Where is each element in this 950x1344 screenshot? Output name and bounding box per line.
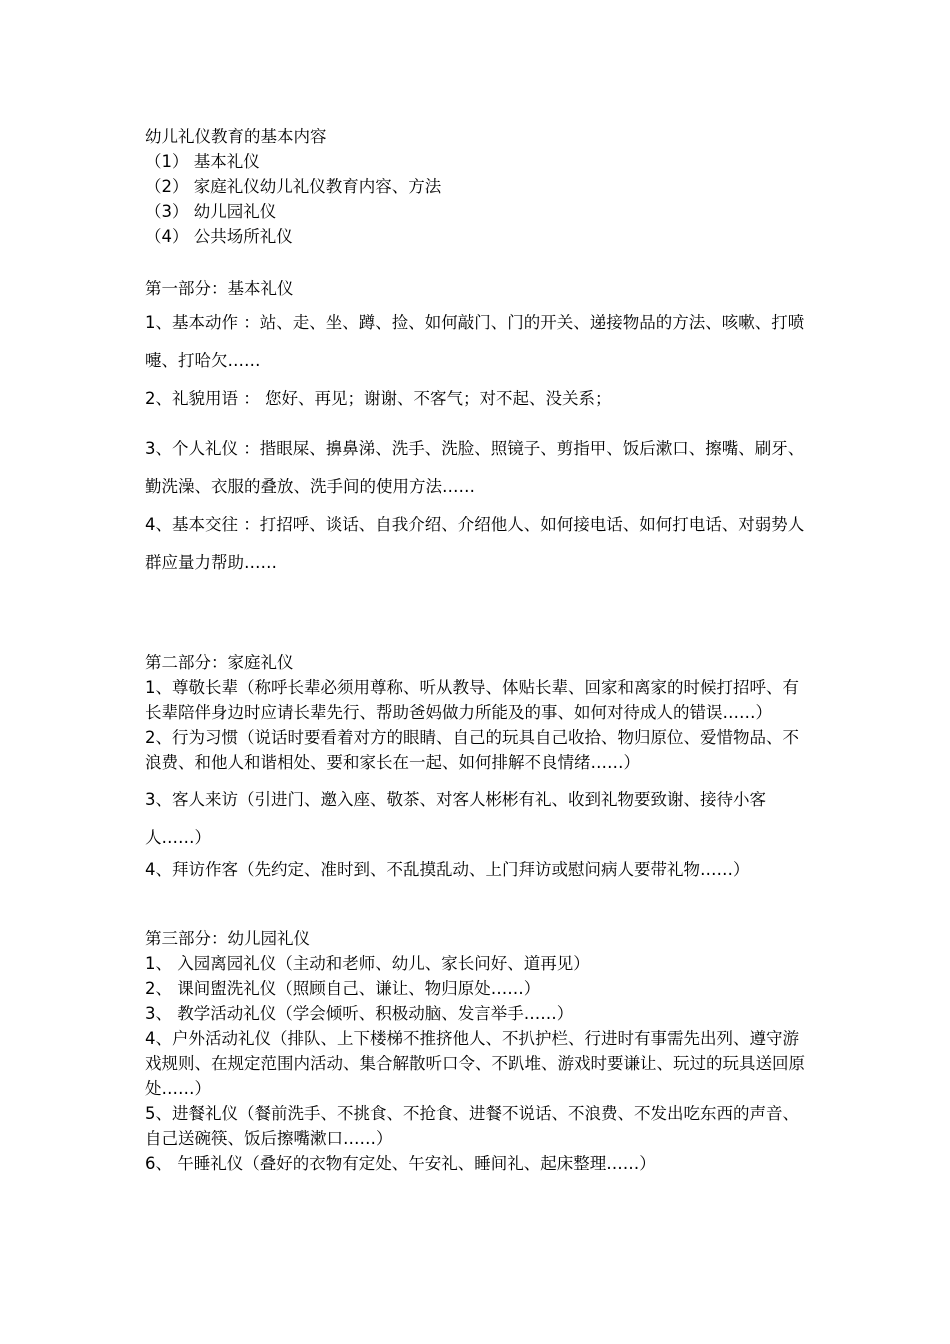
part3-heading: 第三部分：幼儿园礼仪 xyxy=(145,929,310,948)
spacer xyxy=(145,249,815,274)
part2-item-guest-visit: 3、客人来访（引进门、邀入座、敬茶、对客人彬彬有礼、收到礼物要致谢、接待小客人……） xyxy=(145,790,766,847)
part3-item-outdoor: 4、户外活动礼仪（排队、上下楼梯不推挤他人、不扒护栏、行进时有事需先出列、遵守游戏规则、在规定范围内活动、集合解散听口令、不趴堆、游戏时要谦让、玩过的玩具送回原处……） xyxy=(145,1029,805,1098)
intro-item: （1） 基本礼仪 xyxy=(145,152,260,171)
part1-item-basic-actions: 1、基本动作 ：站、走、坐、蹲、捡、如何敲门、门的开关、递接物品的方法、咳嗽、打喷嚏、打哈欠…… xyxy=(145,313,805,370)
part1-item-personal-etiquette: 3、个人礼仪 ：揩眼屎、擤鼻涕、洗手、洗脸、照镜子、剪指甲、饭后漱口、擦嘴、刷牙、勤洗澡、衣服的叠放、洗手间的使用方法…… xyxy=(145,439,805,496)
part3-item-dining: 5、进餐礼仪（餐前洗手、不挑食、不抢食、进餐不说话、不浪费、不发出吃东西的声音、自己送碗筷、饭后擦嘴漱口……） xyxy=(145,1104,799,1148)
part2-item-visiting: 4、拜访作客（先约定、准时到、不乱摸乱动、上门拜访或慰问病人要带礼物……） xyxy=(145,860,750,879)
part2-item-behavior-habits: 2、行为习惯（说话时要看着对方的眼睛、自己的玩具自己收拾、物归原位、爱惜物品、不浪费、和他人和谐相处、要和家长在一起、如何排解不良情绪……） xyxy=(145,728,799,772)
part1-item-basic-interaction: 4、基本交往 ：打招呼、谈话、自我介绍、介绍他人、如何接电话、如何打电话、对弱势人群应量力帮助…… xyxy=(145,515,805,572)
intro-item: （2） 家庭礼仪幼儿礼仪教育内容、方法 xyxy=(145,177,442,196)
part2-item-respect-elders: 1、尊敬长辈（称呼长辈必须用尊称、听从教导、体贴长辈、回家和离家的时候打招呼、有长辈陪伴身边时应请长辈先行、帮助爸妈做力所能及的事、如何对待成人的错误……） xyxy=(145,678,799,722)
intro-item: （3） 幼儿园礼仪 xyxy=(145,202,277,221)
spacer xyxy=(145,418,815,430)
part3-item-teaching: 3、 教学活动礼仪（学会倾听、积极动脑、发言举手……） xyxy=(145,1004,574,1023)
intro-item: （4） 公共场所礼仪 xyxy=(145,227,293,246)
part1-item-polite-words: 2、礼貌用语 ： 您好、再见；谢谢、不客气；对不起、没关系； xyxy=(145,389,612,408)
part2-heading: 第二部分：家庭礼仪 xyxy=(145,653,294,672)
document-body xyxy=(145,124,815,1176)
intro-title: 幼儿礼仪教育的基本内容 xyxy=(145,127,327,146)
part3-item-washing: 2、 课间盥洗礼仪（照顾自己、谦让、物归原处……） xyxy=(145,979,541,998)
part3-item-nap: 6、 午睡礼仪（叠好的衣物有定处、午安礼、睡间礼、起床整理……） xyxy=(145,1154,656,1173)
spacer xyxy=(145,882,815,926)
part3-item-arrival-departure: 1、 入园离园礼仪（主动和老师、幼儿、家长问好、道再见） xyxy=(145,954,590,973)
part1-heading: 第一部分：基本礼仪 xyxy=(145,279,294,298)
spacer xyxy=(145,582,815,650)
